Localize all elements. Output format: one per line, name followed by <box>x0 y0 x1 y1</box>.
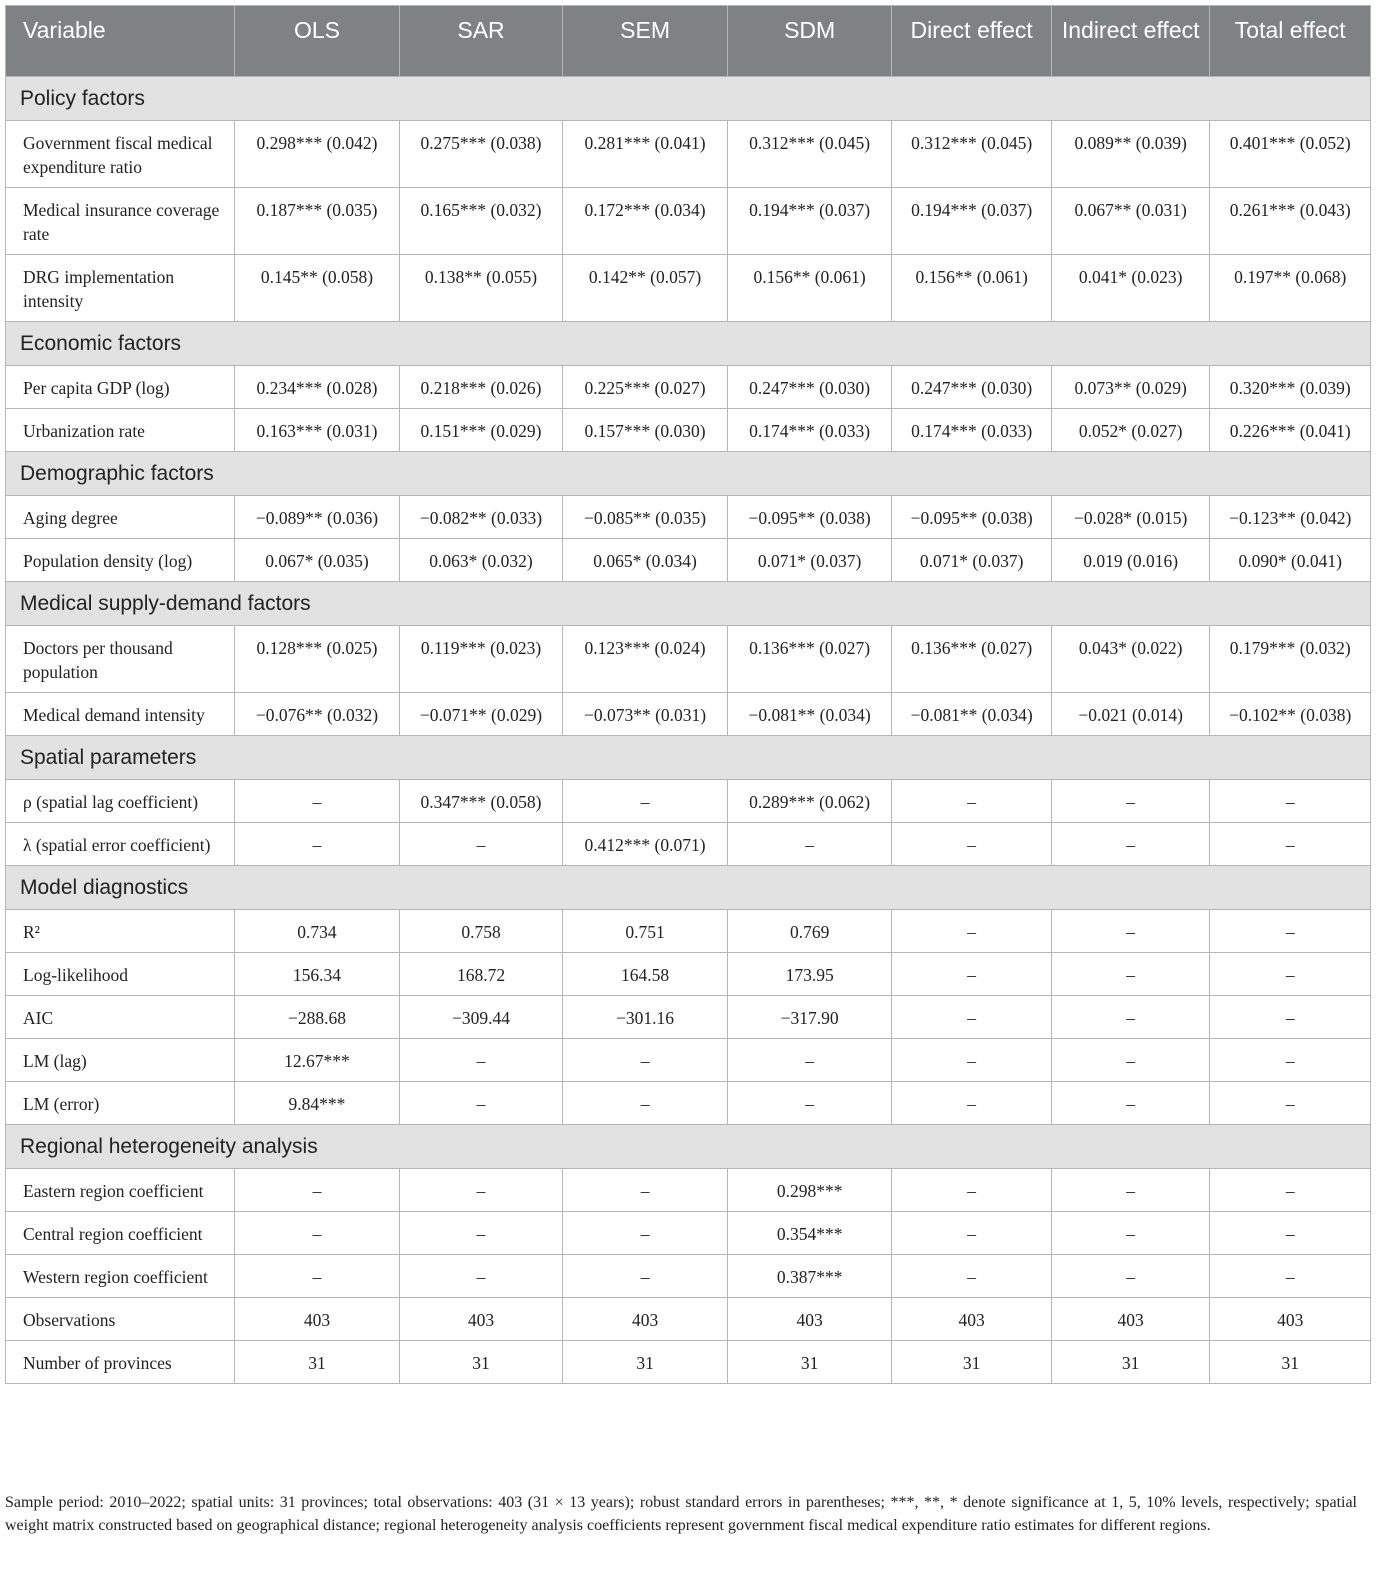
table-cell: 0.312*** (0.045) <box>727 121 892 188</box>
table-cell: 31 <box>399 1341 563 1384</box>
row-label: DRG implementation intensity <box>6 255 235 322</box>
row-label: Doctors per thousand population <box>6 626 235 693</box>
table-cell: −0.081** (0.034) <box>727 693 892 736</box>
table-cell: 0.145** (0.058) <box>235 255 400 322</box>
table-cell: 0.194*** (0.037) <box>727 188 892 255</box>
section-header-row <box>6 582 1371 626</box>
row-label: λ (spatial error coefficient) <box>6 823 235 866</box>
table-cell: 0.136*** (0.027) <box>727 626 892 693</box>
table-cell: −0.089** (0.036) <box>235 496 400 539</box>
row-label: Government fiscal medical expenditure ratio <box>6 121 235 188</box>
table-cell: 9.84*** <box>235 1082 400 1125</box>
table-row <box>6 693 1371 736</box>
table-cell: – <box>1210 780 1371 823</box>
table-cell: 173.95 <box>727 953 892 996</box>
table-cell: 403 <box>1051 1298 1210 1341</box>
section-header-row <box>6 77 1371 121</box>
header-total-effect: Total effect <box>1210 6 1371 77</box>
table-row <box>6 1169 1371 1212</box>
table-cell: – <box>892 780 1052 823</box>
table-cell: 0.387*** <box>727 1255 892 1298</box>
table-row <box>6 996 1371 1039</box>
table-cell: 31 <box>563 1341 728 1384</box>
row-label: Population density (log) <box>6 539 235 582</box>
table-row <box>6 496 1371 539</box>
table-cell: – <box>399 1039 563 1082</box>
table-cell: – <box>892 910 1052 953</box>
table-cell: 403 <box>1210 1298 1371 1341</box>
table-cell: – <box>1051 1212 1210 1255</box>
table-cell: – <box>727 1039 892 1082</box>
row-label: Number of provinces <box>6 1341 235 1384</box>
header-sar: SAR <box>399 6 563 77</box>
row-label: AIC <box>6 996 235 1039</box>
table-cell: −0.082** (0.033) <box>399 496 563 539</box>
table-cell: 0.218*** (0.026) <box>399 366 563 409</box>
table-cell: – <box>1210 1255 1371 1298</box>
table-cell: – <box>1210 1082 1371 1125</box>
regression-results-table <box>5 5 1371 1384</box>
section-header-row <box>6 322 1371 366</box>
regression-table-container <box>5 5 1371 1384</box>
table-cell: −0.021 (0.014) <box>1051 693 1210 736</box>
table-cell: – <box>563 1039 728 1082</box>
row-label: Medical demand intensity <box>6 693 235 736</box>
table-cell: – <box>892 996 1052 1039</box>
table-cell: – <box>727 1082 892 1125</box>
table-cell: – <box>1051 1039 1210 1082</box>
table-cell: – <box>1051 953 1210 996</box>
table-cell: – <box>399 1082 563 1125</box>
table-cell: 0.052* (0.027) <box>1051 409 1210 452</box>
table-cell: −0.071** (0.029) <box>399 693 563 736</box>
table-cell: – <box>563 1212 728 1255</box>
table-cell: 0.090* (0.041) <box>1210 539 1371 582</box>
table-cell: 168.72 <box>399 953 563 996</box>
table-cell: 0.067** (0.031) <box>1051 188 1210 255</box>
table-cell: −317.90 <box>727 996 892 1039</box>
table-cell: 403 <box>563 1298 728 1341</box>
table-cell: 0.165*** (0.032) <box>399 188 563 255</box>
table-cell: 0.089** (0.039) <box>1051 121 1210 188</box>
table-cell: 31 <box>1051 1341 1210 1384</box>
row-label: LM (lag) <box>6 1039 235 1082</box>
row-label: Per capita GDP (log) <box>6 366 235 409</box>
table-row <box>6 910 1371 953</box>
table-cell: 0.187*** (0.035) <box>235 188 400 255</box>
table-cell: 31 <box>727 1341 892 1384</box>
table-cell: – <box>1051 910 1210 953</box>
table-cell: 0.347*** (0.058) <box>399 780 563 823</box>
table-row <box>6 1212 1371 1255</box>
row-label: Observations <box>6 1298 235 1341</box>
table-cell: −0.076** (0.032) <box>235 693 400 736</box>
table-cell: 0.019 (0.016) <box>1051 539 1210 582</box>
table-cell: – <box>399 823 563 866</box>
table-cell: – <box>1051 996 1210 1039</box>
table-cell: – <box>1051 1255 1210 1298</box>
table-footnote: Sample period: 2010–2022; spatial units: 31 provinces; total observations: 403 (31 × 13 years); robust standard errors in parentheses; ***, **, * denote significance at 1, 5, 10% levels, respectively; spatial weight matrix constructed based on geographical distance; regional heterogeneity analysis coefficients represent government fiscal medical expenditure ratio estimates for different regions. <box>5 1494 1357 1534</box>
section-header-row <box>6 866 1371 910</box>
section-header-row <box>6 452 1371 496</box>
table-cell: 156.34 <box>235 953 400 996</box>
table-row <box>6 409 1371 452</box>
table-cell: – <box>1051 1082 1210 1125</box>
table-row <box>6 539 1371 582</box>
table-cell: 164.58 <box>563 953 728 996</box>
table-cell: 0.073** (0.029) <box>1051 366 1210 409</box>
table-cell: −0.028* (0.015) <box>1051 496 1210 539</box>
table-cell: – <box>892 1255 1052 1298</box>
table-cell: – <box>892 1039 1052 1082</box>
table-row <box>6 255 1371 322</box>
section-title: Spatial parameters <box>6 736 1371 780</box>
table-cell: – <box>1051 1169 1210 1212</box>
section-title: Model diagnostics <box>6 866 1371 910</box>
table-cell: 0.172*** (0.034) <box>563 188 728 255</box>
table-cell: – <box>235 1255 400 1298</box>
table-cell: – <box>1210 823 1371 866</box>
table-cell: – <box>563 1255 728 1298</box>
table-cell: – <box>1210 1169 1371 1212</box>
table-cell: – <box>235 1169 400 1212</box>
table-cell: 0.136*** (0.027) <box>892 626 1052 693</box>
table-cell: 0.043* (0.022) <box>1051 626 1210 693</box>
table-cell: 0.769 <box>727 910 892 953</box>
table-cell: −0.095** (0.038) <box>892 496 1052 539</box>
table-cell: 0.226*** (0.041) <box>1210 409 1371 452</box>
table-row <box>6 1039 1371 1082</box>
table-cell: 0.298*** (0.042) <box>235 121 400 188</box>
table-row <box>6 1255 1371 1298</box>
table-cell: 403 <box>892 1298 1052 1341</box>
table-cell: – <box>892 1212 1052 1255</box>
table-cell: 0.163*** (0.031) <box>235 409 400 452</box>
table-cell: −0.073** (0.031) <box>563 693 728 736</box>
table-cell: 0.758 <box>399 910 563 953</box>
table-cell: 0.123*** (0.024) <box>563 626 728 693</box>
table-cell: 0.412*** (0.071) <box>563 823 728 866</box>
table-row <box>6 366 1371 409</box>
table-cell: 0.071* (0.037) <box>892 539 1052 582</box>
header-row <box>6 6 1371 77</box>
table-header <box>6 6 1371 77</box>
table-cell: 0.119*** (0.023) <box>399 626 563 693</box>
table-cell: 0.247*** (0.030) <box>727 366 892 409</box>
header-sem: SEM <box>563 6 728 77</box>
row-label: Log-likelihood <box>6 953 235 996</box>
table-row <box>6 953 1371 996</box>
table-cell: −0.102** (0.038) <box>1210 693 1371 736</box>
row-label: Medical insurance coverage rate <box>6 188 235 255</box>
table-cell: 0.298*** <box>727 1169 892 1212</box>
table-cell: – <box>1210 1212 1371 1255</box>
table-cell: 0.156** (0.061) <box>727 255 892 322</box>
table-cell: 0.281*** (0.041) <box>563 121 728 188</box>
table-cell: 0.194*** (0.037) <box>892 188 1052 255</box>
table-row <box>6 121 1371 188</box>
table-row <box>6 1298 1371 1341</box>
table-cell: – <box>1210 953 1371 996</box>
table-cell: 12.67*** <box>235 1039 400 1082</box>
table-cell: – <box>892 953 1052 996</box>
table-cell: 0.312*** (0.045) <box>892 121 1052 188</box>
table-row <box>6 780 1371 823</box>
table-cell: 0.225*** (0.027) <box>563 366 728 409</box>
table-cell: 403 <box>235 1298 400 1341</box>
table-cell: – <box>563 1082 728 1125</box>
table-row <box>6 626 1371 693</box>
row-label: ρ (spatial lag coefficient) <box>6 780 235 823</box>
table-cell: 0.320*** (0.039) <box>1210 366 1371 409</box>
table-cell: – <box>563 780 728 823</box>
row-label: Urbanization rate <box>6 409 235 452</box>
table-cell: 0.156** (0.061) <box>892 255 1052 322</box>
table-cell: – <box>399 1212 563 1255</box>
section-title: Policy factors <box>6 77 1371 121</box>
header-sdm: SDM <box>727 6 892 77</box>
table-cell: −288.68 <box>235 996 400 1039</box>
row-label: Western region coefficient <box>6 1255 235 1298</box>
table-cell: – <box>1210 996 1371 1039</box>
table-cell: – <box>235 1212 400 1255</box>
table-cell: – <box>399 1255 563 1298</box>
table-cell: 0.354*** <box>727 1212 892 1255</box>
table-cell: 0.067* (0.035) <box>235 539 400 582</box>
table-body <box>6 77 1371 1384</box>
table-cell: −0.095** (0.038) <box>727 496 892 539</box>
table-row <box>6 823 1371 866</box>
row-label: LM (error) <box>6 1082 235 1125</box>
table-cell: 31 <box>1210 1341 1371 1384</box>
header-ols: OLS <box>235 6 400 77</box>
table-cell: – <box>235 823 400 866</box>
table-cell: 403 <box>399 1298 563 1341</box>
table-cell: 0.234*** (0.028) <box>235 366 400 409</box>
table-cell: – <box>1210 1039 1371 1082</box>
row-label: Aging degree <box>6 496 235 539</box>
table-cell: 0.751 <box>563 910 728 953</box>
header-direct-effect: Direct effect <box>892 6 1052 77</box>
table-cell: 0.174*** (0.033) <box>892 409 1052 452</box>
table-cell: −0.123** (0.042) <box>1210 496 1371 539</box>
section-header-row <box>6 736 1371 780</box>
table-cell: 31 <box>235 1341 400 1384</box>
table-cell: −301.16 <box>563 996 728 1039</box>
table-cell: 0.138** (0.055) <box>399 255 563 322</box>
table-cell: – <box>892 1082 1052 1125</box>
table-cell: – <box>892 823 1052 866</box>
table-cell: 0.261*** (0.043) <box>1210 188 1371 255</box>
table-cell: 0.734 <box>235 910 400 953</box>
table-cell: 0.065* (0.034) <box>563 539 728 582</box>
table-cell: 0.247*** (0.030) <box>892 366 1052 409</box>
table-cell: – <box>1051 780 1210 823</box>
table-cell: 0.142** (0.057) <box>563 255 728 322</box>
header-indirect-effect: Indirect effect <box>1051 6 1210 77</box>
table-cell: 0.128*** (0.025) <box>235 626 400 693</box>
table-cell: 0.401*** (0.052) <box>1210 121 1371 188</box>
table-cell: 0.174*** (0.033) <box>727 409 892 452</box>
table-cell: 0.041* (0.023) <box>1051 255 1210 322</box>
table-cell: – <box>235 780 400 823</box>
section-title: Economic factors <box>6 322 1371 366</box>
table-cell: 0.275*** (0.038) <box>399 121 563 188</box>
table-row <box>6 1082 1371 1125</box>
row-label: Central region coefficient <box>6 1212 235 1255</box>
table-cell: 0.157*** (0.030) <box>563 409 728 452</box>
section-title: Regional heterogeneity analysis <box>6 1125 1371 1169</box>
table-cell: 0.289*** (0.062) <box>727 780 892 823</box>
table-cell: – <box>892 1169 1052 1212</box>
table-cell: 0.197** (0.068) <box>1210 255 1371 322</box>
table-cell: −0.081** (0.034) <box>892 693 1052 736</box>
table-row <box>6 188 1371 255</box>
table-cell: 31 <box>892 1341 1052 1384</box>
table-cell: – <box>399 1169 563 1212</box>
table-row <box>6 1341 1371 1384</box>
table-cell: – <box>563 1169 728 1212</box>
section-header-row <box>6 1125 1371 1169</box>
row-label: Eastern region coefficient <box>6 1169 235 1212</box>
row-label: R² <box>6 910 235 953</box>
table-cell: 0.179*** (0.032) <box>1210 626 1371 693</box>
header-variable: Variable <box>6 6 235 77</box>
table-cell: – <box>727 823 892 866</box>
table-cell: – <box>1051 823 1210 866</box>
table-cell: 0.063* (0.032) <box>399 539 563 582</box>
table-cell: 0.151*** (0.029) <box>399 409 563 452</box>
table-cell: −309.44 <box>399 996 563 1039</box>
section-title: Medical supply-demand factors <box>6 582 1371 626</box>
table-cell: – <box>1210 910 1371 953</box>
section-title: Demographic factors <box>6 452 1371 496</box>
table-cell: 0.071* (0.037) <box>727 539 892 582</box>
table-cell: 403 <box>727 1298 892 1341</box>
table-cell: −0.085** (0.035) <box>563 496 728 539</box>
